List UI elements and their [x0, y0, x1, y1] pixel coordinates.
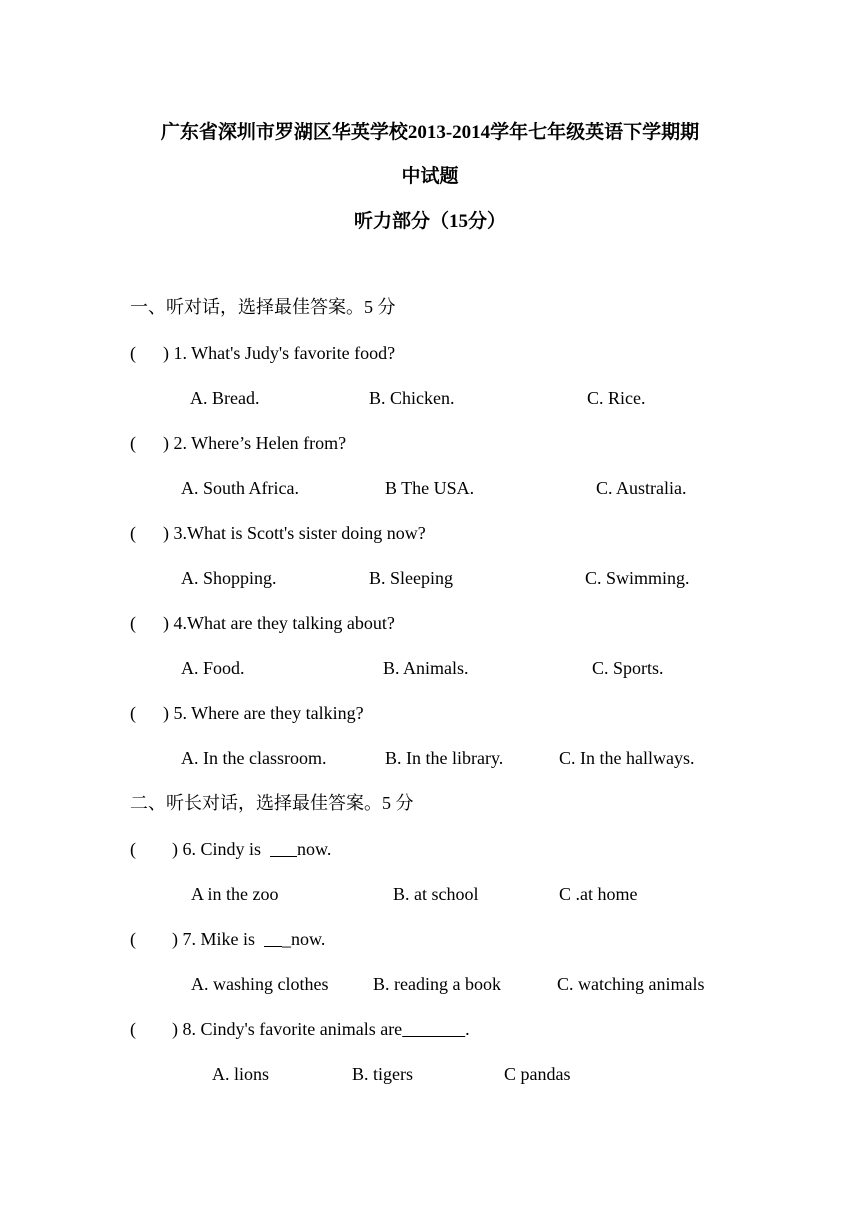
question-6-option-a: A in the zoo	[191, 884, 279, 904]
question-8-stem-post: .	[465, 1019, 470, 1039]
question-5-option-c: C. In the hallways.	[559, 748, 695, 768]
section1-heading: 一、听对话，选择最佳答案。5 分	[130, 297, 396, 317]
question-7-blank	[264, 929, 282, 949]
question-8-blank	[402, 1019, 465, 1039]
question-1-option-a: A. Bread.	[190, 388, 260, 408]
question-8-option-c: C pandas	[504, 1064, 571, 1084]
question-7-stem	[130, 928, 325, 950]
question-3-stem: ( ) 3.What is Scott's sister doing now?	[130, 523, 426, 543]
document-title-line1: 广东省深圳市罗湖区华英学校2013-2014学年七年级英语下学期期	[160, 122, 700, 143]
question-2-option-a: A. South Africa.	[181, 478, 299, 498]
question-3-option-b: B. Sleeping	[369, 568, 453, 588]
question-7-option-a: A. washing clothes	[191, 974, 329, 994]
section2-heading: 二、听长对话，选择最佳答案。5 分	[130, 793, 414, 813]
question-1-option-c: C. Rice.	[587, 388, 646, 408]
question-6-stem-post: now.	[297, 839, 332, 859]
section-title-listening: 听力部分（15分）	[353, 211, 506, 232]
question-1-stem: ( ) 1. What's Judy's favorite food?	[130, 343, 396, 363]
question-3-option-a: A. Shopping.	[181, 568, 277, 588]
question-5-stem: ( ) 5. Where are they talking?	[130, 703, 364, 723]
question-6-option-b: B. at school	[393, 884, 479, 904]
question-4-stem: ( ) 4.What are they talking about?	[130, 613, 395, 633]
question-6-stem-pre: ( ) 6. Cindy is	[130, 839, 271, 859]
question-2-stem: ( ) 2. Where’s Helen from?	[130, 433, 347, 453]
question-5-option-b: B. In the library.	[385, 748, 504, 768]
question-2-option-c: C. Australia.	[596, 478, 687, 498]
question-2-option-b: B The USA.	[385, 478, 475, 498]
question-7-option-c: C. watching animals	[557, 974, 705, 994]
question-8-option-b: B. tigers	[352, 1064, 413, 1084]
question-6-option-c: C .at home	[559, 884, 638, 904]
question-3-option-c: C. Swimming.	[585, 568, 690, 588]
question-7-option-b: B. reading a book	[373, 974, 501, 994]
question-4-option-c: C. Sports.	[592, 658, 664, 678]
document-title-line2: 中试题	[401, 166, 459, 187]
question-7-stem-pre: ( ) 7. Mike is	[130, 929, 264, 949]
question-4-option-a: A. Food.	[181, 658, 245, 678]
question-7-stem-post: _now.	[282, 929, 326, 949]
question-8-option-a: A. lions	[212, 1064, 270, 1084]
question-5-option-a: A. In the classroom.	[181, 748, 327, 768]
question-1-option-b: B. Chicken.	[369, 388, 455, 408]
question-8-stem	[130, 1018, 470, 1040]
question-6-blank	[270, 839, 297, 859]
question-6-stem	[130, 838, 331, 860]
question-8-stem-pre: ( ) 8. Cindy's favorite animals are	[130, 1019, 403, 1039]
question-4-option-b: B. Animals.	[383, 658, 469, 678]
